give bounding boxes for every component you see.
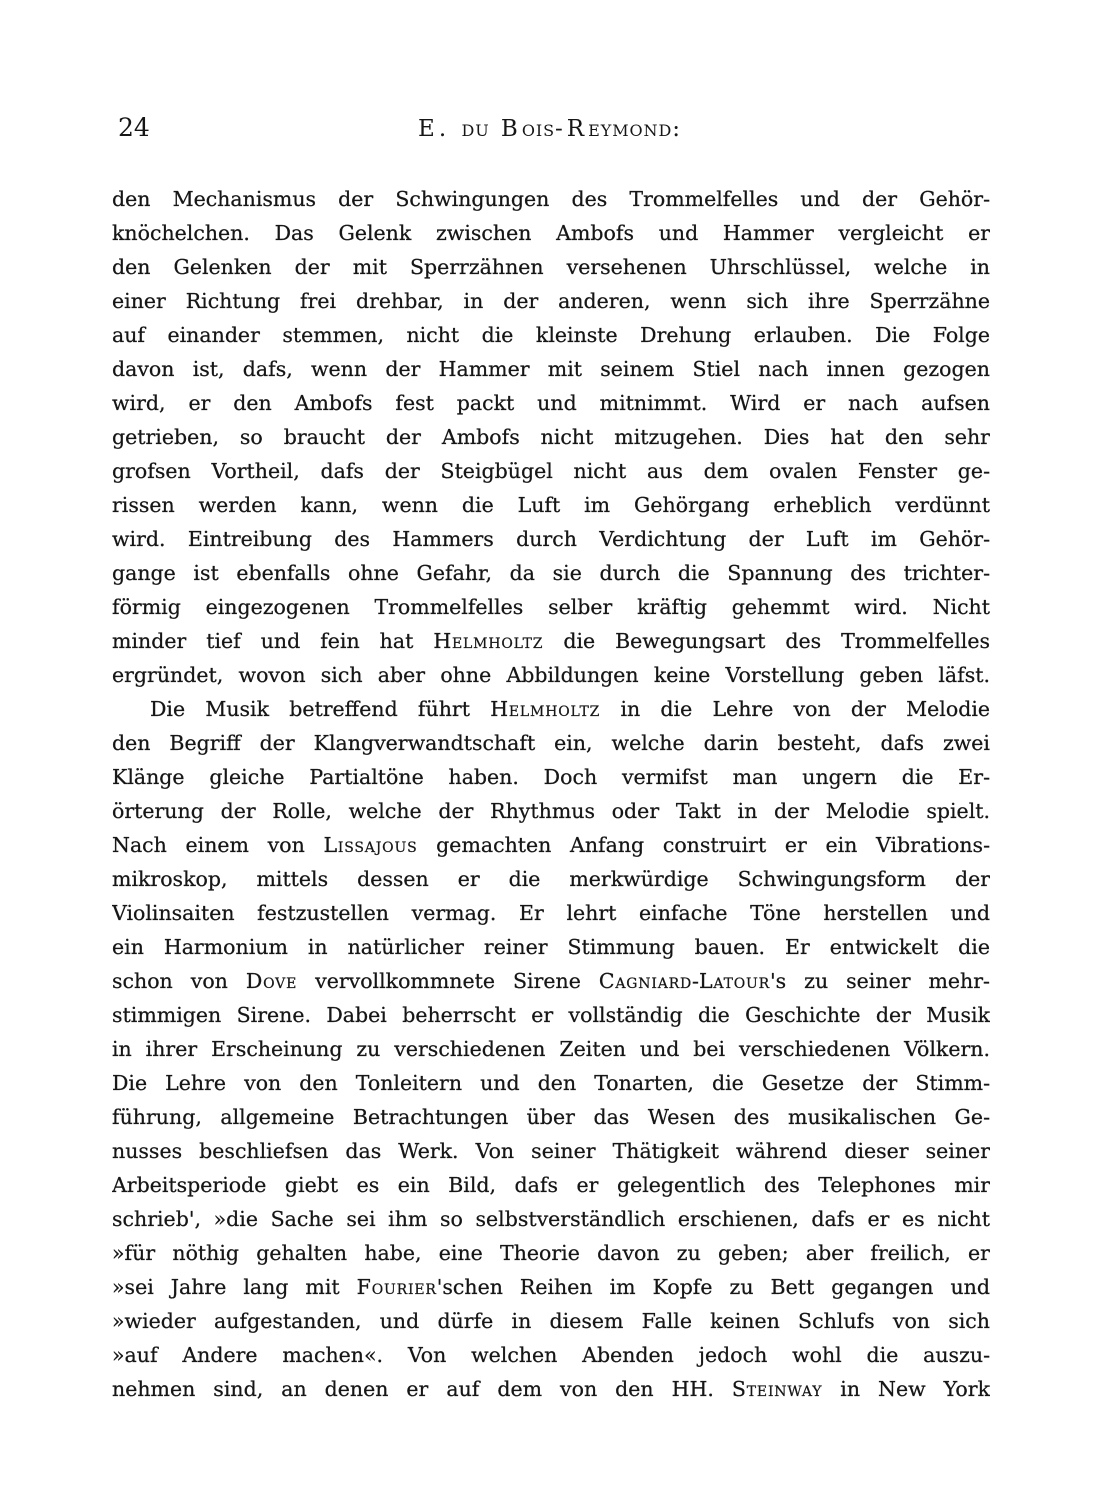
text-line: Die Musik betreffend führt Helmholtz in die Lehre von der Melodie [150, 697, 990, 721]
text-line: »auf Andere machen«. Von welchen Abenden jedoch wohl die auszu- [112, 1343, 990, 1367]
text-line: einer Richtung frei drehbar, in der anderen, wenn sich ihre Sperrzähne [112, 289, 990, 313]
text-line: »für nöthig gehalten habe, eine Theorie davon zu geben; aber freilich, er [112, 1241, 990, 1265]
text-line: knöchelchen. Das Gelenk zwischen Ambofs und Hammer vergleicht er [112, 221, 990, 245]
text-line: nehmen sind, an denen er auf dem von den HH. Steinway in New York [112, 1377, 990, 1401]
text-line: ein Harmonium in natürlicher reiner Stimmung bauen. Er entwickelt die [112, 935, 990, 959]
text-line: förmig eingezogenen Trommelfelles selber kräftig gehemmt wird. Nicht [112, 595, 990, 619]
page-number: 24 [118, 113, 150, 142]
text-line: den Gelenken der mit Sperrzähnen versehenen Uhrschlüssel, welche in [112, 255, 990, 279]
running-head: E. du Bois-Reymond: [418, 116, 684, 142]
text-line: führung, allgemeine Betrachtungen über das Wesen des musikalischen Ge- [112, 1105, 990, 1129]
text-line: den Mechanismus der Schwingungen des Trommelfelles und der Gehör- [112, 187, 990, 211]
text-line: minder tief und fein hat Helmholtz die Bewegungsart des Trommelfelles [112, 629, 990, 653]
text-line: schrieb', »die Sache sei ihm so selbstverständlich erschienen, dafs er es nicht [112, 1207, 990, 1231]
text-line: »wieder aufgestanden, und dürfe in diesem Falle keinen Schlufs von sich [112, 1309, 990, 1333]
text-line: ergründet, wovon sich aber ohne Abbildungen keine Vorstellung geben läfst. [112, 663, 990, 687]
text-block [112, 182, 990, 1406]
text-line: wird. Eintreibung des Hammers durch Verdichtung der Luft im Gehör- [112, 527, 990, 551]
text-line: mikroskop, mittels dessen er die merkwürdige Schwingungsform der [112, 867, 990, 891]
text-line: örterung der Rolle, welche der Rhythmus oder Takt in der Melodie spielt. [112, 799, 990, 823]
text-line: in ihrer Erscheinung zu verschiedenen Zeiten und bei verschiedenen Völkern. [112, 1037, 990, 1061]
text-line: stimmigen Sirene. Dabei beherrscht er vollständig die Geschichte der Musik [112, 1003, 990, 1027]
text-line: davon ist, dafs, wenn der Hammer mit seinem Stiel nach innen gezogen [112, 357, 990, 381]
text-line: »sei Jahre lang mit Fourier'schen Reihen im Kopfe zu Bett gegangen und [112, 1275, 990, 1299]
text-line: nusses beschliefsen das Werk. Von seiner Thätigkeit während dieser seiner [112, 1139, 990, 1163]
text-line: Klänge gleiche Partialtöne haben. Doch vermifst man ungern die Er- [112, 765, 990, 789]
text-line: Die Lehre von den Tonleitern und den Tonarten, die Gesetze der Stimm- [112, 1071, 990, 1095]
text-line: getrieben, so braucht der Ambofs nicht mitzugehen. Dies hat den sehr [112, 425, 990, 449]
text-line: grofsen Vortheil, dafs der Steigbügel nicht aus dem ovalen Fenster ge- [112, 459, 990, 483]
text-line: Arbeitsperiode giebt es ein Bild, dafs er gelegentlich des Telephones mir [112, 1173, 990, 1197]
text-line: Nach einem von Lissajous gemachten Anfang construirt er ein Vibrations- [112, 833, 990, 857]
text-line: auf einander stemmen, nicht die kleinste Drehung erlauben. Die Folge [112, 323, 990, 347]
text-line: den Begriff der Klangverwandtschaft ein, welche darin besteht, dafs zwei [112, 731, 990, 755]
page-header [112, 112, 990, 150]
text-line: schon von Dove vervollkommnete Sirene Cagniard-Latour's zu seiner mehr- [112, 969, 990, 993]
text-line: wird, er den Ambofs fest packt und mitnimmt. Wird er nach aufsen [112, 391, 990, 415]
text-line: Violinsaiten festzustellen vermag. Er lehrt einfache Töne herstellen und [112, 901, 990, 925]
text-line: gange ist ebenfalls ohne Gefahr, da sie durch die Spannung des trichter- [112, 561, 990, 585]
text-line: rissen werden kann, wenn die Luft im Gehörgang erheblich verdünnt [112, 493, 990, 517]
